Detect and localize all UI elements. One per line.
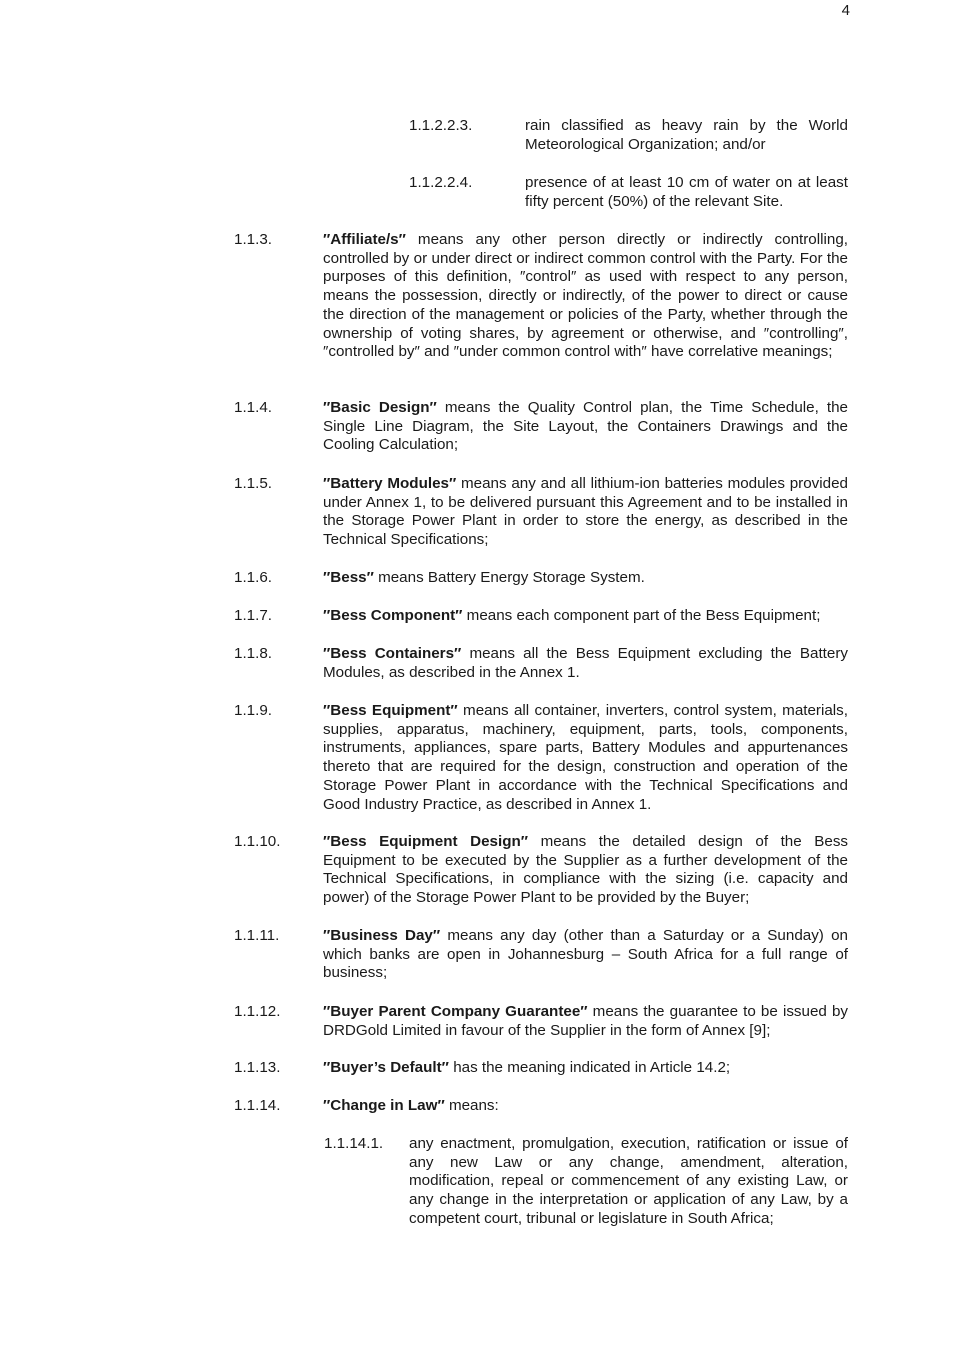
clause-text [323, 475, 848, 550]
definition-body: means: [444, 1097, 499, 1114]
defined-term: ″Bess Component″ [323, 607, 463, 624]
clause-text [323, 607, 848, 626]
defined-term: ″Basic Design″ [323, 399, 437, 416]
clause-text: rain classified as heavy rain by the World Meteorological Organization; and/or [525, 117, 848, 153]
clause-text [323, 399, 848, 455]
definition-body: means all the Bess Equipment excluding the Battery Modules, as described in the Annex 1. [323, 645, 848, 681]
definition-body: means any and all lithium-ion batteries modules provided under Annex 1, to be delivered pursuant this Agreement and to be installed in the Storage Power Plant in order to store the energy, as described in the Technical Specifications; [323, 475, 848, 549]
clause-text [323, 927, 848, 983]
page-number: 4 [841, 2, 850, 19]
clause-text: any enactment, promulgation, execution, ratification or issue of any new Law or any change, amendment, alteration, modification, repeal or commencement of any existing Law, or any change in the interpretation or application of any Law, by a competent court, tribunal or legislature in South Africa; [409, 1135, 848, 1227]
defined-term: ″Affiliate/s″ [323, 231, 406, 248]
list-item [409, 117, 848, 157]
defined-term: ″Bess Equipment″ [323, 702, 458, 719]
clause-text [323, 1097, 848, 1116]
clause-number: 1.1.13. [234, 1059, 281, 1076]
list-item [409, 174, 848, 214]
clause-number: 1.1.11. [234, 927, 280, 944]
definition-body: means any day (other than a Saturday or a Sunday) on which banks are open in Johannesburg – South Africa for a full range of business; [323, 927, 848, 982]
clause-number: 1.1.8. [234, 645, 272, 662]
clause-text: presence of at least 10 cm of water on at least fifty percent (50%) of the relevant Site. [525, 174, 848, 210]
definition-body: means the Quality Control plan, the Time Schedule, the Single Line Diagram, the Site Layout, the Containers Drawings and the Cooling Calculation; [323, 399, 848, 454]
clause-number: 1.1.2.2.3. [409, 117, 473, 134]
clause-number: 1.1.7. [234, 607, 272, 624]
clause-text [323, 702, 848, 814]
clause-number: 1.1.4. [234, 399, 272, 416]
clause-text [323, 833, 848, 908]
defined-term: ″Bess″ [323, 569, 374, 586]
defined-term: ″Bess Containers″ [323, 645, 462, 662]
clause-number: 1.1.2.2.4. [409, 174, 473, 191]
clause-text [323, 231, 848, 362]
defined-term: ″Change in Law″ [323, 1097, 445, 1114]
clause-number: 1.1.6. [234, 569, 272, 586]
definition-body: means the guarantee to be issued by DRDGold Limited in favour of the Supplier in the form of Annex [9]; [323, 1003, 849, 1039]
defined-term: ″Battery Modules″ [323, 475, 457, 492]
clause-number: 1.1.3. [234, 231, 272, 248]
clause-text [323, 569, 848, 588]
definition-body: means the detailed design of the Bess Equipment to be executed by the Supplier as a further development of the Technical Specifications, in compliance with the sizing (i.e. capacity and power) of the Storage Power Plant to be provided by the Buyer; [323, 833, 849, 907]
definition-body: means any other person directly or indirectly controlling, controlled by or under direct or indirect common control with the Party. For the purposes of this definition, ″control″ as used with respect to any person, means the possession, directly or indirectly, of the power to direct or cause the direction of the management or policies of the Party, whether through the ownership of voting shares, by agreement or otherwise, and ″controlling″, ″controlled by″ and ″under common control with″ have correlative meanings; [323, 231, 848, 361]
definition-body: means Battery Energy Storage System. [373, 569, 645, 586]
defined-term: ″Buyer’s Default″ [323, 1059, 449, 1076]
clause-number: 1.1.5. [234, 475, 272, 492]
defined-term: ″Buyer Parent Company Guarantee″ [323, 1003, 588, 1020]
clause-text [323, 1003, 848, 1040]
clause-number: 1.1.9. [234, 702, 272, 719]
defined-term: ″Bess Equipment Design″ [323, 833, 529, 850]
definition-body: has the meaning indicated in Article 14.2; [448, 1059, 731, 1076]
clause-number: 1.1.14. [234, 1097, 281, 1114]
clause-number: 1.1.10. [234, 833, 281, 850]
definition-body: means each component part of the Bess Equipment; [462, 607, 821, 624]
clause-text [323, 1059, 848, 1078]
definition-body: means all container, inverters, control system, materials, supplies, apparatus, machinery, equipment, parts, tools, components, instruments, appliances, spare parts, Battery Modules and appurtenances thereto that are required for the design, construction and operation of the Storage Power Plant in accordance with the Technical Specifications and Good Industry Practice, as described in Annex 1. [323, 702, 848, 813]
clause-number: 1.1.12. [234, 1003, 281, 1020]
defined-term: ″Business Day″ [323, 927, 441, 944]
clause-number: 1.1.14.1. [324, 1135, 384, 1152]
clause-text [323, 645, 848, 682]
